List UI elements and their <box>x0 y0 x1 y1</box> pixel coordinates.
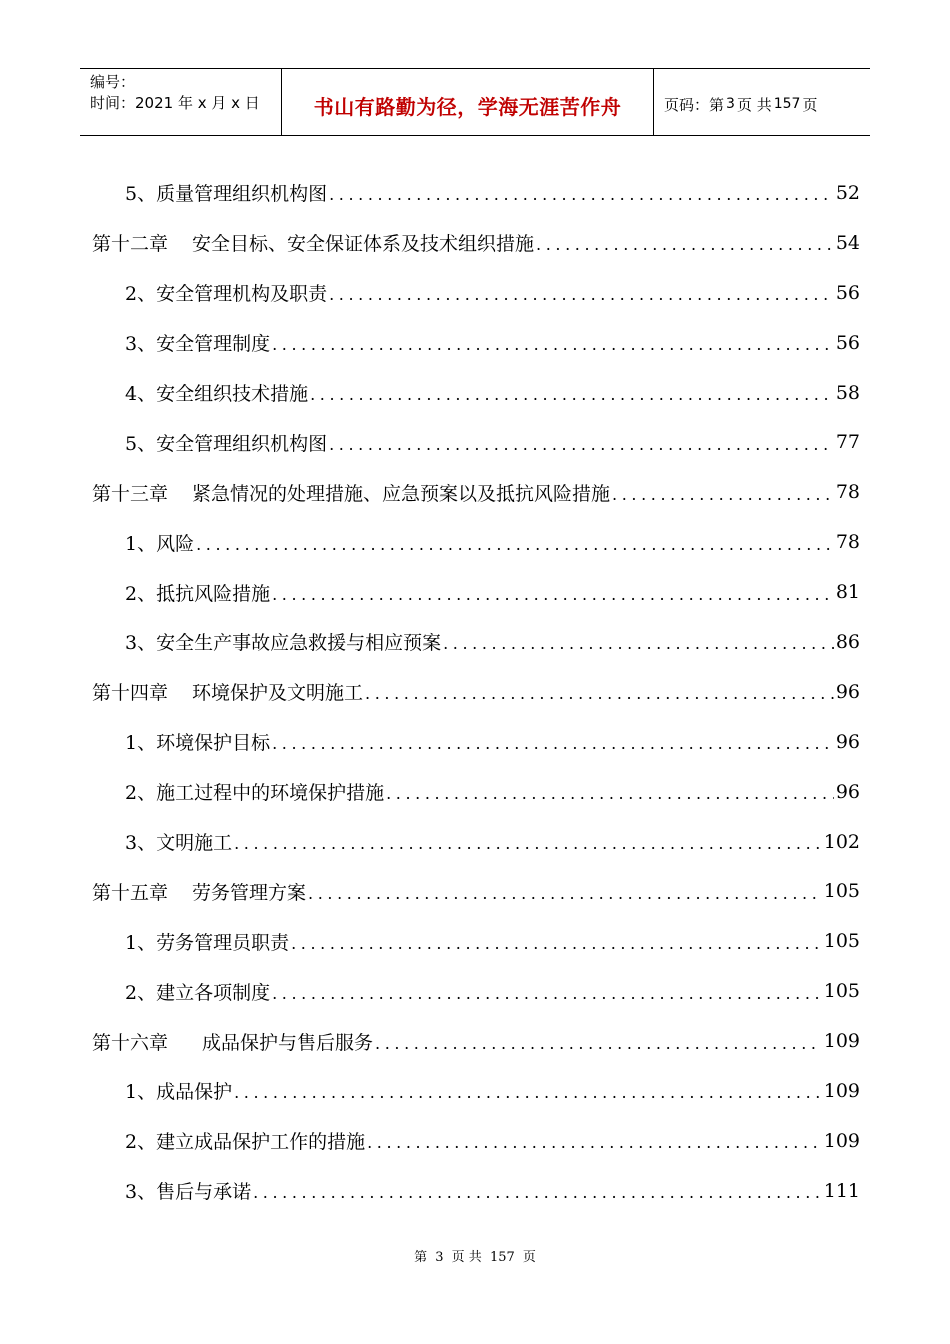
toc-dot-leader <box>310 385 834 404</box>
toc-entry-title <box>125 1177 251 1204</box>
toc-dot-leader <box>365 684 834 703</box>
toc-dot-leader <box>253 1183 822 1202</box>
footer-page-current: 3 <box>435 1250 444 1265</box>
page-header <box>80 68 870 136</box>
toc-entry-title <box>125 728 270 755</box>
toc-chapter-entry[interactable] <box>92 866 860 916</box>
toc-chapter-label: 第十四章 <box>92 682 169 705</box>
toc-chapter-entry[interactable] <box>92 218 860 268</box>
toc-entry-text: 2、建立各项制度 <box>125 981 271 1004</box>
toc-entry-text: 3、售后与承诺 <box>125 1181 252 1204</box>
toc-section-entry[interactable] <box>92 966 860 1016</box>
toc-entry-title <box>125 828 232 855</box>
toc-dot-leader <box>536 235 834 254</box>
toc-page-number: 52 <box>835 181 860 204</box>
toc-dot-leader <box>234 1083 822 1102</box>
toc-entry-title <box>92 678 363 705</box>
toc-dot-leader <box>375 1034 822 1053</box>
header-page-current: 3 <box>726 96 735 112</box>
toc-section-entry[interactable] <box>92 318 860 368</box>
toc-entry-title <box>125 429 327 456</box>
toc-entry-title <box>125 1077 232 1104</box>
toc-chapter-label: 第十三章 <box>92 482 169 505</box>
toc-chapter-entry[interactable] <box>92 1016 860 1066</box>
toc-entry-title <box>125 978 270 1005</box>
toc-section-entry[interactable] <box>92 617 860 667</box>
toc-dot-leader <box>443 634 834 653</box>
footer-prefix: 第 <box>414 1250 428 1265</box>
toc-entry-title <box>92 479 610 506</box>
toc-page-number: 96 <box>835 680 860 703</box>
toc-entry-text: 成品保护与售后服务 <box>202 1031 374 1054</box>
footer-mid: 页 共 <box>451 1250 482 1265</box>
toc-entry-text: 5、质量管理组织机构图 <box>125 183 328 206</box>
toc-chapter-label: 第十二章 <box>92 233 169 256</box>
toc-page-number: 86 <box>835 630 860 653</box>
toc-entry-title <box>125 279 327 306</box>
toc-page-number: 111 <box>823 1179 860 1202</box>
toc-page-number: 78 <box>835 531 860 554</box>
toc-entry-title <box>125 179 327 206</box>
toc-dot-leader <box>329 285 834 304</box>
toc-entry-title <box>92 1028 373 1055</box>
toc-entry-title <box>125 628 441 655</box>
toc-entry-title <box>125 1127 365 1154</box>
toc-page-number: 54 <box>835 231 860 254</box>
toc-entry-text: 5、安全管理组织机构图 <box>125 432 328 455</box>
toc-page-number: 105 <box>823 880 860 903</box>
toc-page-number: 96 <box>835 780 860 803</box>
toc-entry-text: 2、安全管理机构及职责 <box>125 283 328 306</box>
toc-page-number: 58 <box>835 381 860 404</box>
toc-chapter-entry[interactable] <box>92 467 860 517</box>
toc-page-number: 56 <box>835 281 860 304</box>
toc-dot-leader <box>386 784 834 803</box>
toc-entry-title <box>92 878 306 905</box>
toc-page-number: 78 <box>835 481 860 504</box>
toc-dot-leader <box>234 834 822 853</box>
toc-dot-leader <box>367 1133 822 1152</box>
toc-entry-text: 1、成品保护 <box>125 1081 233 1104</box>
toc-chapter-label: 第十六章 <box>92 1031 169 1054</box>
header-motto: 书山有路勤为径，学海无涯苦作舟 <box>282 69 654 135</box>
toc-entry-text: 2、建立成品保护工作的措施 <box>125 1131 366 1154</box>
toc-entry-text: 2、抵抗风险措施 <box>125 582 271 605</box>
toc-dot-leader <box>291 934 822 953</box>
document-date: 时间：2021 年 x 月 x 日 <box>90 94 260 112</box>
toc-page-number: 109 <box>823 1030 860 1053</box>
toc-section-entry[interactable] <box>92 268 860 318</box>
footer-suffix: 页 <box>522 1250 536 1265</box>
toc-page-number: 56 <box>835 331 860 354</box>
toc-entry-text: 劳务管理方案 <box>192 881 307 904</box>
toc-entry-text: 3、安全管理制度 <box>125 333 271 356</box>
toc-entry-text: 安全目标、安全保证体系及技术组织措施 <box>192 233 535 256</box>
toc-section-entry[interactable] <box>92 567 860 617</box>
toc-entry-title <box>125 579 270 606</box>
header-meta <box>80 69 282 135</box>
toc-section-entry[interactable] <box>92 767 860 817</box>
toc-dot-leader <box>329 185 834 204</box>
toc-page-number: 81 <box>835 581 860 604</box>
toc-entry-title <box>125 529 194 556</box>
toc-section-entry[interactable] <box>92 817 860 867</box>
header-page-mid: 页 共 <box>736 95 772 114</box>
toc-entry-title <box>125 329 270 356</box>
toc-dot-leader <box>612 485 834 504</box>
toc-page-number: 102 <box>823 830 860 853</box>
toc-section-entry[interactable] <box>92 717 860 767</box>
header-page-total: 157 <box>773 96 801 112</box>
toc-section-entry[interactable] <box>92 916 860 966</box>
toc-entry-text: 紧急情况的处理措施、应急预案以及抵抗风险措施 <box>192 482 611 505</box>
toc-entry-text: 环境保护及文明施工 <box>192 682 364 705</box>
toc-dot-leader <box>272 585 834 604</box>
toc-entry-title <box>92 229 534 256</box>
toc-chapter-label: 第十五章 <box>92 881 169 904</box>
toc-dot-leader <box>329 435 834 454</box>
toc-entry-title <box>125 379 308 406</box>
toc-section-entry[interactable] <box>92 168 860 218</box>
document-number-label: 编号： <box>90 73 136 91</box>
toc-section-entry[interactable] <box>92 517 860 567</box>
page-footer <box>0 1246 950 1265</box>
footer-page-total: 157 <box>489 1250 515 1265</box>
toc-entry-text: 1、环境保护目标 <box>125 732 271 755</box>
toc-dot-leader <box>272 734 834 753</box>
header-page-suffix: 页 <box>802 95 818 114</box>
toc-section-entry[interactable] <box>92 368 860 418</box>
toc-page-number: 105 <box>823 980 860 1003</box>
header-page-prefix: 页码：第 <box>664 95 725 114</box>
toc-dot-leader <box>308 884 822 903</box>
toc-section-entry[interactable] <box>92 1116 860 1166</box>
toc-page-number: 109 <box>823 1129 860 1152</box>
toc-entry-text: 4、安全组织技术措施 <box>125 383 309 405</box>
toc-dot-leader <box>272 335 834 354</box>
toc-dot-leader <box>272 984 822 1003</box>
toc-entry-text: 1、风险 <box>125 532 195 555</box>
toc-page-number: 96 <box>835 730 860 753</box>
toc-entry-title <box>125 928 289 955</box>
toc-page-number: 77 <box>835 431 860 454</box>
toc-section-entry[interactable] <box>92 417 860 467</box>
header-page-info <box>654 69 870 135</box>
toc-dot-leader <box>196 535 834 554</box>
table-of-contents <box>92 168 860 1216</box>
toc-entry-text: 1、劳务管理员职责 <box>125 931 290 954</box>
toc-page-number: 109 <box>823 1079 860 1102</box>
toc-section-entry[interactable] <box>92 1066 860 1116</box>
toc-section-entry[interactable] <box>92 1166 860 1216</box>
toc-entry-text: 3、安全生产事故应急救援与相应预案 <box>125 632 442 655</box>
toc-entry-text: 2、施工过程中的环境保护措施 <box>125 782 385 805</box>
toc-page-number: 105 <box>823 930 860 953</box>
toc-chapter-entry[interactable] <box>92 667 860 717</box>
toc-entry-title <box>125 778 384 805</box>
toc-entry-text: 3、文明施工 <box>125 832 233 855</box>
